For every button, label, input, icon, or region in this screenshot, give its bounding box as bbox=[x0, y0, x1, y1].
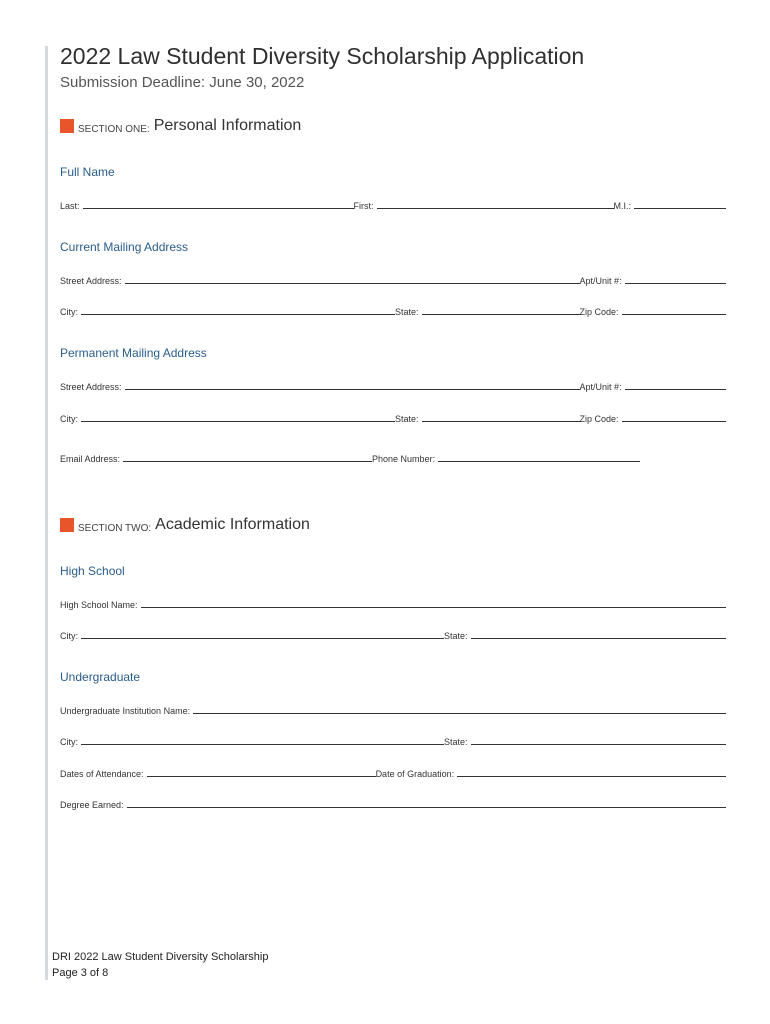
current-street-field[interactable] bbox=[125, 283, 580, 284]
middle-initial-label: M.I.: bbox=[613, 201, 632, 211]
page-title: 2022 Law Student Diversity Scholarship Application bbox=[60, 43, 585, 69]
section-one-header bbox=[60, 117, 301, 135]
section-two-header bbox=[60, 516, 310, 534]
graduation-date-label: Date of Graduation: bbox=[375, 769, 455, 779]
current-zip-field[interactable] bbox=[622, 314, 726, 315]
current-apt-label: Apt/Unit #: bbox=[579, 276, 622, 286]
permanent-street-label: Street Address: bbox=[60, 382, 122, 392]
graduation-date-field[interactable] bbox=[457, 776, 726, 777]
high-school-name-field[interactable] bbox=[141, 607, 726, 608]
contact-row bbox=[60, 450, 640, 464]
last-name-label: Last: bbox=[60, 201, 80, 211]
dates-attendance-field[interactable] bbox=[147, 776, 376, 777]
dates-attendance-label: Dates of Attendance: bbox=[60, 769, 144, 779]
permanent-city-label: City: bbox=[60, 414, 78, 424]
permanent-city-row bbox=[60, 410, 726, 424]
current-state-field[interactable] bbox=[422, 314, 580, 315]
section-prefix: SECTION ONE: bbox=[78, 124, 150, 135]
current-address-heading: Current Mailing Address bbox=[60, 240, 189, 254]
undergrad-city-row bbox=[60, 733, 726, 747]
current-city-label: City: bbox=[60, 307, 78, 317]
middle-initial-field[interactable] bbox=[634, 208, 726, 209]
email-field[interactable] bbox=[123, 461, 372, 462]
high-school-city-label: City: bbox=[60, 631, 78, 641]
permanent-address-heading: Permanent Mailing Address bbox=[60, 346, 207, 360]
submission-deadline: Submission Deadline: June 30, 2022 bbox=[60, 74, 305, 91]
current-state-label: State: bbox=[395, 307, 419, 317]
high-school-state-label: State: bbox=[444, 631, 468, 641]
high-school-name-row bbox=[60, 596, 726, 610]
institution-row bbox=[60, 702, 726, 716]
current-apt-field[interactable] bbox=[625, 283, 726, 284]
institution-label: Undergraduate Institution Name: bbox=[60, 706, 191, 716]
section-marker-icon bbox=[60, 119, 74, 133]
phone-label: Phone Number: bbox=[372, 454, 436, 464]
undergrad-state-label: State: bbox=[444, 737, 468, 747]
degree-field[interactable] bbox=[127, 807, 726, 808]
high-school-city-field[interactable] bbox=[81, 638, 444, 639]
high-school-city-row bbox=[60, 627, 726, 641]
section-prefix: SECTION TWO: bbox=[78, 523, 152, 534]
undergraduate-heading: Undergraduate bbox=[60, 670, 141, 684]
permanent-zip-field[interactable] bbox=[622, 421, 726, 422]
current-city-row bbox=[60, 303, 726, 317]
last-name-field[interactable] bbox=[83, 208, 354, 209]
high-school-state-field[interactable] bbox=[471, 638, 726, 639]
permanent-apt-field[interactable] bbox=[625, 389, 726, 390]
permanent-apt-label: Apt/Unit #: bbox=[579, 382, 622, 392]
degree-row bbox=[60, 796, 726, 810]
left-margin-bar bbox=[45, 46, 48, 980]
page-number: Page 3 of 8 bbox=[52, 967, 109, 979]
degree-label: Degree Earned: bbox=[60, 800, 124, 810]
full-name-heading: Full Name bbox=[60, 165, 115, 179]
current-street-label: Street Address: bbox=[60, 276, 122, 286]
high-school-heading: High School bbox=[60, 564, 125, 578]
undergrad-city-field[interactable] bbox=[81, 744, 444, 745]
permanent-city-field[interactable] bbox=[81, 421, 395, 422]
permanent-state-label: State: bbox=[395, 414, 419, 424]
full-name-row bbox=[60, 197, 726, 211]
first-name-label: First: bbox=[353, 201, 374, 211]
undergrad-state-field[interactable] bbox=[471, 744, 726, 745]
footer-title: DRI 2022 Law Student Diversity Scholarship bbox=[52, 951, 269, 963]
current-zip-label: Zip Code: bbox=[579, 307, 619, 317]
email-label: Email Address: bbox=[60, 454, 121, 464]
phone-field[interactable] bbox=[438, 461, 640, 462]
current-city-field[interactable] bbox=[81, 314, 395, 315]
section-title: Academic Information bbox=[155, 516, 310, 533]
section-title: Personal Information bbox=[153, 117, 302, 134]
permanent-street-row bbox=[60, 378, 726, 392]
undergrad-city-label: City: bbox=[60, 737, 78, 747]
current-street-row bbox=[60, 272, 726, 286]
section-marker-icon bbox=[60, 518, 74, 532]
attendance-row bbox=[60, 765, 726, 779]
first-name-field[interactable] bbox=[377, 208, 614, 209]
institution-field[interactable] bbox=[193, 713, 726, 714]
high-school-name-label: High School Name: bbox=[60, 600, 138, 610]
permanent-zip-label: Zip Code: bbox=[579, 414, 619, 424]
permanent-street-field[interactable] bbox=[125, 389, 580, 390]
permanent-state-field[interactable] bbox=[422, 421, 580, 422]
